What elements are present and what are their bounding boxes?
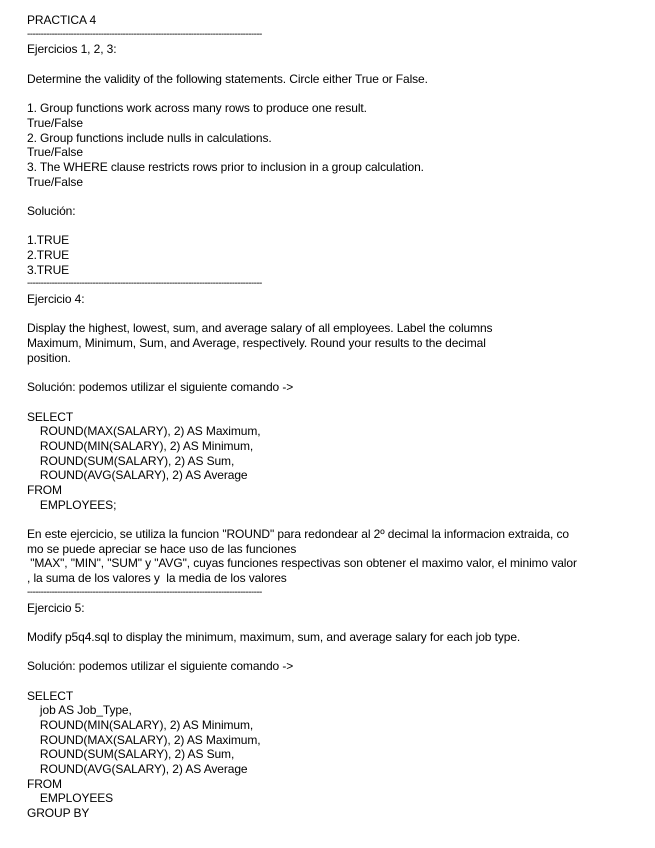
code-line: FROM xyxy=(27,483,62,497)
separator-line: -------------------------------------------------------------------------------------- xyxy=(27,586,262,598)
spacer xyxy=(27,512,642,527)
spacer xyxy=(27,645,642,660)
task-text: Display the highest, lowest, sum, and average salary of all employees. Label the columns xyxy=(27,321,493,336)
code-line: ROUND(MAX(SALARY), 2) AS Maximum, xyxy=(27,424,261,439)
task-text: position. xyxy=(27,350,71,365)
solution-label: Solución: podemos utilizar el siguiente comando -> xyxy=(27,659,294,674)
code-line: FROM xyxy=(27,776,62,791)
spacer xyxy=(27,219,642,234)
code-line: ROUND(MAX(SALARY), 2) AS Maximum, xyxy=(27,732,261,747)
section-heading: Ejercicio 5: xyxy=(27,600,85,615)
explanation-text: En este ejercicio, se utiliza la funcion "ROUND" para redondear al 2º decimal la informacion extraida, co xyxy=(27,527,569,542)
spacer xyxy=(27,395,642,410)
code-line: ROUND(SUM(SALARY), 2) AS Sum, xyxy=(27,747,235,762)
explanation-text: mo se puede apreciar se hace uso de las funciones xyxy=(27,541,297,556)
separator-line: -------------------------------------------------------------------------------------- xyxy=(27,28,262,40)
question-2-options: True/False xyxy=(27,145,83,160)
explanation-text: "MAX", "MIN", "SUM" y "AVG", cuyas funciones respectivas son obtener el maximo valor, el minimo valor xyxy=(27,556,577,571)
code-line: GROUP BY xyxy=(27,806,90,821)
answer-line: 2.TRUE xyxy=(27,248,70,262)
explanation-text: , la suma de los valores y la media de los valores xyxy=(27,571,287,586)
code-line: ROUND(SUM(SALARY), 2) AS Sum, xyxy=(27,453,235,468)
spacer xyxy=(27,307,642,322)
spacer xyxy=(27,189,642,204)
spacer xyxy=(27,86,642,101)
code-line: ROUND(MIN(SALARY), 2) AS Minimum, xyxy=(27,718,254,732)
code-line: SELECT xyxy=(27,409,74,424)
question-1-options: True/False xyxy=(27,115,83,130)
code-line: ROUND(AVG(SALARY), 2) AS Average xyxy=(27,468,248,483)
code-line: ROUND(AVG(SALARY), 2) AS Average xyxy=(27,762,248,777)
code-line: ROUND(MIN(SALARY), 2) AS Minimum, xyxy=(27,438,254,453)
code-line: job AS Job_Type, xyxy=(27,703,132,718)
separator-line: -------------------------------------------------------------------------------------- xyxy=(27,278,262,290)
question-1: 1. Group functions work across many rows to produce one result. xyxy=(27,101,367,116)
answer-line: 1.TRUE xyxy=(27,233,70,248)
spacer xyxy=(27,366,642,381)
code-line: EMPLOYEES; xyxy=(27,497,117,512)
code-line: EMPLOYEES xyxy=(27,791,114,806)
document-page xyxy=(27,13,642,821)
task-text: Maximum, Minimum, Sum, and Average, respectively. Round your results to the decimal xyxy=(27,336,486,351)
spacer xyxy=(27,615,642,630)
task-text: Modify p5q4.sql to display the minimum, maximum, sum, and average salary for each job type. xyxy=(27,629,521,644)
spacer xyxy=(27,674,642,689)
question-3-options: True/False xyxy=(27,174,83,189)
section-heading: Ejercicio 4: xyxy=(27,292,85,307)
section-heading: Ejercicios 1, 2, 3: xyxy=(27,42,117,57)
question-2: 2. Group functions include nulls in calculations. xyxy=(27,130,272,145)
question-3: 3. The WHERE clause restricts rows prior to inclusion in a group calculation. xyxy=(27,159,424,174)
spacer xyxy=(27,57,642,72)
code-line: SELECT xyxy=(27,688,74,703)
solution-label: Solución: podemos utilizar el siguiente comando -> xyxy=(27,380,294,395)
page-title: PRACTICA 4 xyxy=(27,13,97,27)
instruction-text: Determine the validity of the following statements. Circle either True or False. xyxy=(27,71,428,86)
solution-label: Solución: xyxy=(27,203,76,218)
answer-line: 3.TRUE xyxy=(27,262,70,277)
